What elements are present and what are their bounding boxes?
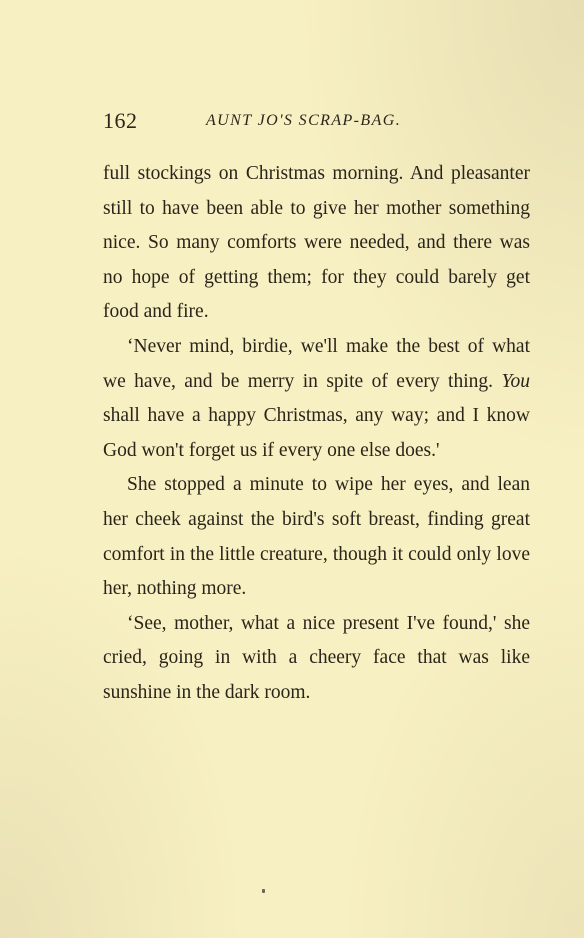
paragraph: She stopped a minute to wipe her eyes, and lean her cheek against the bird's soft breast, finding great comfort in the little creature, though it could only love her, nothing more. <box>103 474 530 600</box>
paragraph: full stockings on Christmas morning. And pleasanter still to have been able to give her mother something nice. So many comforts were needed, and there was no hope of getting them; for they could barely get food and fire. <box>103 163 530 323</box>
paragraph: ‘See, mother, what a nice present I've found,' she cried, going in with a cheery face that was like sunshine in the dark room. <box>103 612 530 703</box>
paragraph-text: shall have a happy Christmas, any way; and I know God won't forget us if every one else does.' <box>103 405 530 461</box>
page-header <box>103 108 533 138</box>
ink-speck <box>262 889 265 893</box>
paragraph <box>103 330 530 468</box>
body-text <box>103 157 530 711</box>
emphasis-text: You <box>501 370 530 392</box>
page-number: 162 <box>103 108 138 133</box>
running-title: AUNT JO'S SCRAP-BAG. <box>206 112 402 129</box>
paragraph-text: ‘Never mind, birdie, we'll make the best of what we have, and be merry in spite of every thing. <box>103 335 530 392</box>
